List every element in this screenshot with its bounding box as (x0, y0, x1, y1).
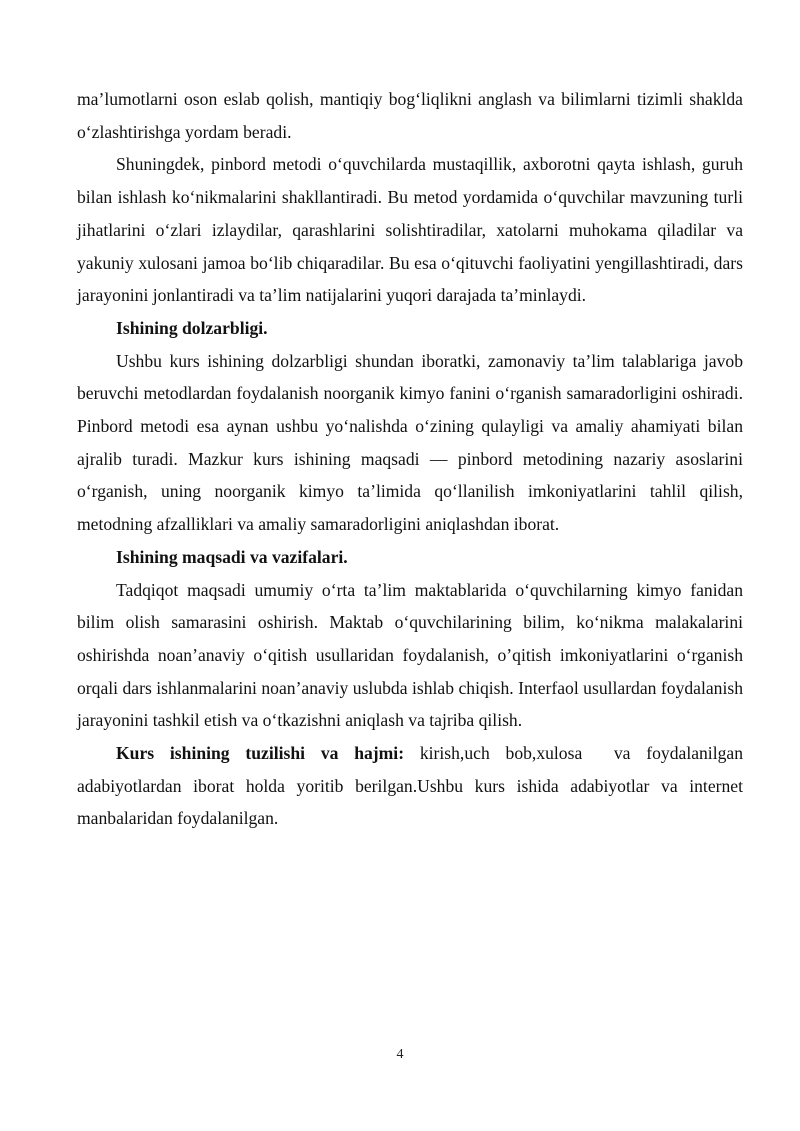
paragraph-goals: Tadqiqot maqsadi umumiy o‘rta ta’lim maktablarida o‘quvchilarning kimyo fanidan bilim olish samarasini oshirish. Maktab o‘quvchilarining bilim, ko‘nikma malakalarini oshirishda noan’anaviy o‘qitish usullaridan foydalanish, o’qitish imkoniyatlarini o‘rganish orqali dars ishlanmalarini noan’anaviy uslubda ishlab chiqish. Interfaol usullardan foydalanish jarayonini tashkil etish va o‘tkazishni aniqlash va tajriba qilish. (77, 579, 743, 731)
structure-label: Kurs ishining tuzilishi va hajmi: (116, 743, 405, 764)
heading-relevance: Ishining dolzarbligi. (116, 317, 268, 338)
heading-goals: Ishining maqsadi va vazifalari. (116, 546, 348, 567)
paragraph-structure (77, 737, 748, 835)
page-number: 4 (396, 1047, 404, 1062)
document-page (77, 83, 748, 835)
paragraph-intro: ma’lumotlarni oson eslab qolish, mantiqiy bog‘liqlikni anglash va bilimlarni tizimli shaklda o‘zlashtirishga yordam beradi. (77, 89, 743, 142)
paragraph-method: Shuningdek, pinbord metodi o‘quvchilarda mustaqillik, axborotni qayta ishlash, guruh bilan ishlash ko‘nikmalarini shakllantiradi. Bu metod yordamida o‘quvchilar mavzuning turli jihatlarini o‘zlari izlaydilar, qarashlarini solishtiradilar, xatolarni muhokama qiladilar va yakuniy xulosani jamoa bo‘lib chiqaradilar. Bu esa o‘qituvchi faoliyatini yengillashtiradi, dars jarayonini jonlantiradi va ta’lim natijalarini yuqori darajada ta’minlaydi. (77, 154, 743, 306)
paragraph-relevance: Ushbu kurs ishining dolzarbligi shundan iboratki, zamonaviy ta’lim talablariga javob beruvchi metodlardan foydalanish noorganik kimyo fanini o‘rganish samaradorligini oshiradi. Pinbord metodi esa aynan ushbu yo‘nalishda o‘zining qulayligi va amaliy ahamiyati bilan ajralib turadi. Mazkur kurs ishining maqsadi — pinbord metodining nazariy asoslarini o‘rganish, uning noorganik kimyo ta’limida qo‘llanilish imkoniyatlarini tahlil qilish, metodning afzalliklari va amaliy samaradorligini aniqlashdan iborat. (77, 350, 743, 535)
structure-text: kirish,uch bob,xulosa va foydalanilgan adabiyotlardan iborat holda yoritib berilgan.Ushbu kurs ishida adabiyotlar va internet manbalaridan foydalanilgan. (77, 743, 748, 829)
